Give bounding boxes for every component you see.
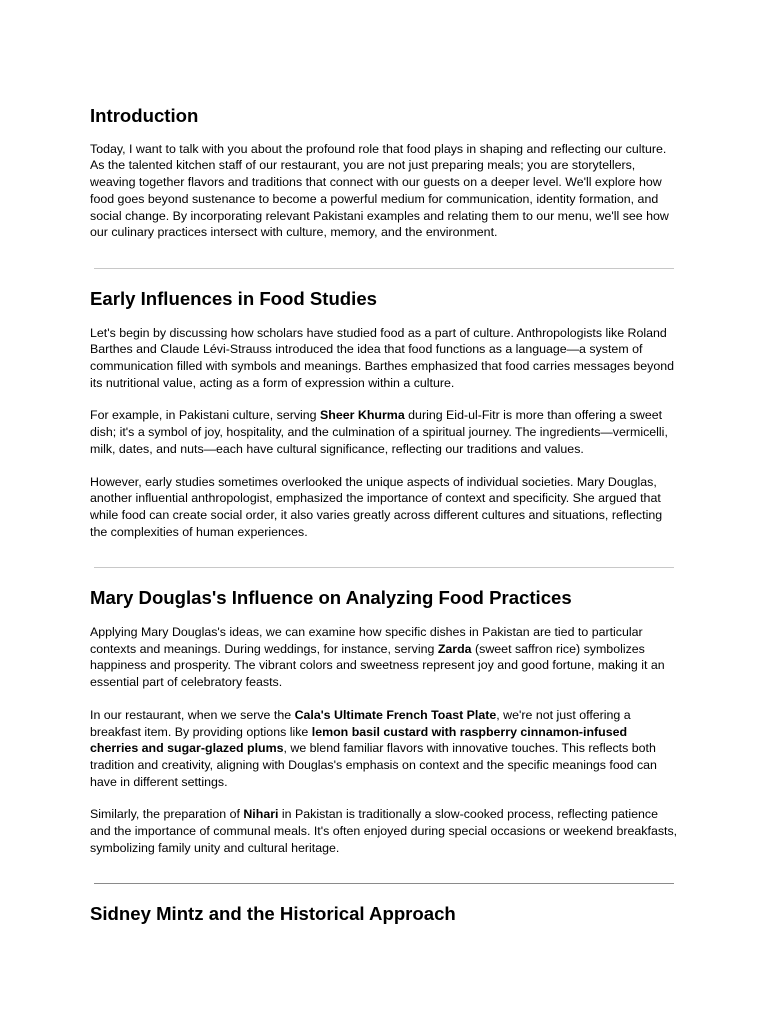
section-mary-douglas bbox=[90, 587, 678, 856]
paragraph: For example, in Pakistani culture, serving Sheer Khurma during Eid-ul-Fitr is more than offering a sweet dish; it's a symbol of joy, hospitality, and the culmination of a spiritual journey. The ingredients—vermicelli, milk, dates, and nuts—each have cultural significance, reflecting our traditions and values. bbox=[90, 408, 668, 456]
paragraph: Let's begin by discussing how scholars have studied food as a part of culture. Anthropologists like Roland Barthes and Claude Lévi-Strauss introduced the idea that food functions as a language—a system of communication filled with symbols and meanings. Barthes emphasized that food carries messages beyond its nutritional value, acting as a form of expression within a culture. bbox=[90, 325, 675, 390]
paragraph: Similarly, the preparation of Nihari in Pakistan is traditionally a slow-cooked process, reflecting patience and the importance of communal meals. It's often enjoyed during special occasions or weekend breakfasts, symbolizing family unity and cultural heritage. bbox=[90, 807, 678, 855]
section-heading: Mary Douglas's Influence on Analyzing Food Practices bbox=[90, 587, 572, 609]
paragraph: In our restaurant, when we serve the Cala's Ultimate French Toast Plate, we're not just offering a breakfast item. By providing options like lemon basil custard with raspberry cinnamon-infused cherries and sugar-glazed plums, we blend familiar flavors with innovative touches. This reflects both tradition and creativity, aligning with Douglas's emphasis on context and the specific meanings food can have in different settings. bbox=[90, 707, 657, 789]
section-early-influences bbox=[90, 287, 678, 540]
paragraph: Today, I want to talk with you about the profound role that food plays in shaping and reflecting our culture. As the talented kitchen staff of our restaurant, you are not just preparing meals; you are storytellers, weaving together flavors and traditions that connect with our guests on a deeper level. We'll explore how food goes beyond sustenance to become a powerful medium for communication, identity formation, and social change. By incorporating relevant Pakistani examples and relating them to our menu, we'll see how our culinary practices intersect with culture, memory, and the environment. bbox=[90, 141, 669, 240]
section-heading: Introduction bbox=[90, 105, 199, 126]
dish-name: Zarda bbox=[437, 641, 472, 656]
section-introduction bbox=[90, 105, 678, 241]
dish-name: Nihari bbox=[243, 807, 279, 822]
dish-options: lemon basil custard with raspberry cinnamon-infused cherries and sugar-glazed plums bbox=[90, 724, 628, 756]
dish-name: Cala's Ultimate French Toast Plate bbox=[294, 707, 497, 722]
paragraph: However, early studies sometimes overlooked the unique aspects of individual societies. Mary Douglas, another influential anthropologist, emphasized the importance of context and specificity. She argued that while food can create social order, it also varies greatly across different cultures and situations, reflecting the complexities of human experiences. bbox=[90, 474, 663, 539]
dish-name: Sheer Khurma bbox=[320, 408, 405, 423]
section-heading: Sidney Mintz and the Historical Approach bbox=[90, 902, 456, 924]
paragraph: Applying Mary Douglas's ideas, we can examine how specific dishes in Pakistan are tied to particular contexts and meanings. During weddings, for instance, serving Zarda (sweet saffron rice) symbolizes happiness and prosperity. The vibrant colors and sweetness represent joy and good fortune, making it an essential part of celebratory feasts. bbox=[90, 625, 665, 690]
section-heading: Early Influences in Food Studies bbox=[90, 287, 377, 309]
section-sidney-mintz bbox=[90, 902, 678, 924]
